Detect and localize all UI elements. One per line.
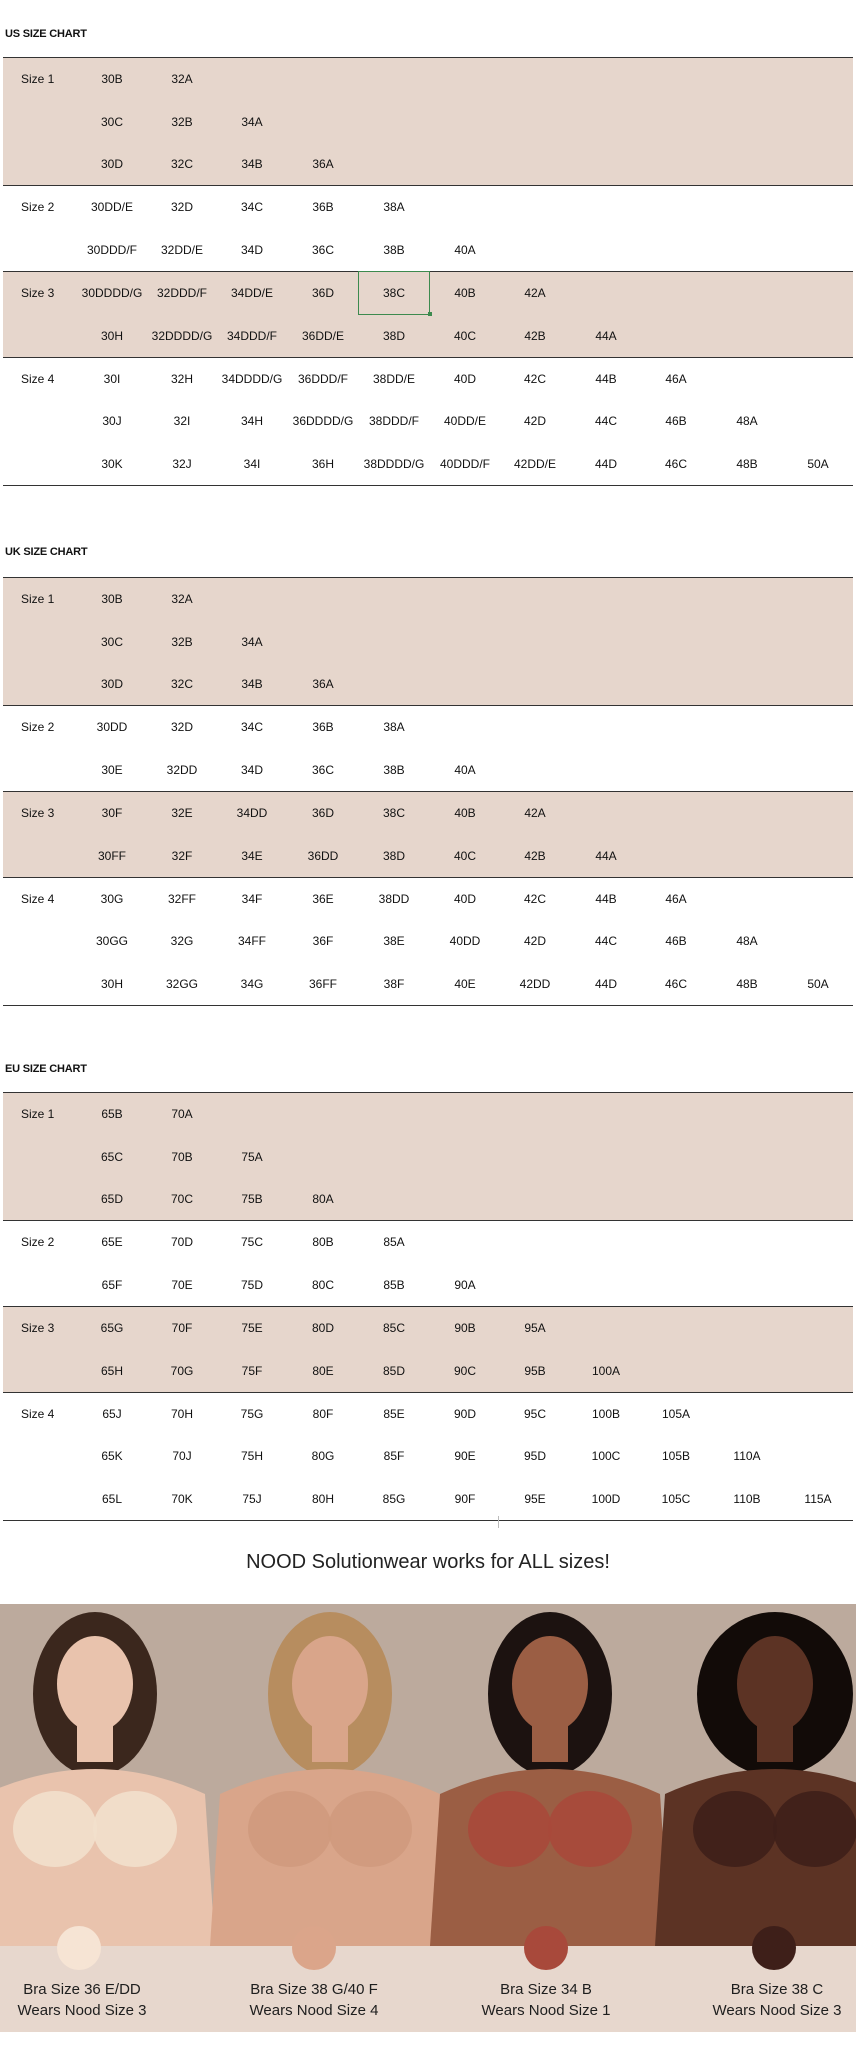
size-cell[interactable]: 70B: [171, 1149, 193, 1164]
table-row: [3, 272, 853, 314]
size-cell[interactable]: 34FF: [237, 934, 267, 949]
size-cell[interactable]: 32C: [170, 676, 194, 691]
size-cell[interactable]: 75E: [241, 1321, 263, 1336]
size-cell[interactable]: 38A: [383, 200, 405, 215]
size-cell[interactable]: 46C: [664, 976, 688, 991]
size-table: [3, 57, 853, 486]
size-cell[interactable]: 32DDDD/G: [151, 328, 213, 343]
size-cell[interactable]: 34D: [240, 242, 264, 257]
size-cell[interactable]: 34B: [241, 676, 263, 691]
bra-size: Bra Size 38 C: [730, 1981, 824, 1998]
size-cell[interactable]: 30G: [100, 891, 124, 906]
table-row: [3, 186, 853, 228]
size-cell[interactable]: 30GG: [95, 934, 129, 949]
size-cell[interactable]: 34G: [240, 976, 264, 991]
size-cell[interactable]: 70H: [170, 1406, 194, 1421]
table-row: [3, 620, 853, 662]
size-cell[interactable]: 34I: [243, 456, 261, 471]
size-cell[interactable]: 30D: [100, 156, 124, 171]
table-row: [3, 400, 853, 442]
size-cell[interactable]: 32H: [170, 371, 194, 386]
size-cell[interactable]: 65H: [100, 1363, 124, 1378]
size-cell[interactable]: 46A: [665, 891, 687, 906]
size-cell[interactable]: 38D: [382, 328, 406, 343]
size-cell[interactable]: 75C: [240, 1235, 264, 1250]
size-cell[interactable]: 32G: [170, 934, 194, 949]
size-cell[interactable]: 80E: [312, 1363, 334, 1378]
models-photo: [0, 1604, 856, 1946]
size-cell[interactable]: 32A: [171, 592, 193, 607]
table-row: [3, 1135, 853, 1177]
size-cell[interactable]: 30DD/E: [90, 200, 134, 215]
size-cell[interactable]: 32E: [171, 806, 193, 821]
size-cell[interactable]: 75A: [241, 1149, 263, 1164]
size-table: [3, 577, 853, 1006]
size-group: [3, 1393, 853, 1521]
size-cell[interactable]: 32DD/E: [160, 242, 204, 257]
size-cell[interactable]: 34A: [241, 634, 263, 649]
size-cell[interactable]: 38E: [383, 934, 405, 949]
size-cell[interactable]: 40D: [453, 891, 477, 906]
size-cell[interactable]: 38D: [382, 848, 406, 863]
nood-size: Wears Nood Size 3: [17, 2002, 147, 2019]
tagline: NOOD Solutionwear works for ALL sizes!: [246, 1551, 610, 1573]
table-row: [3, 58, 853, 100]
size-group: [3, 792, 853, 878]
chart-title: US SIZE CHART: [5, 28, 87, 40]
size-cell[interactable]: 36C: [311, 762, 335, 777]
size-cell[interactable]: 65K: [101, 1449, 123, 1464]
model-caption-1: [0, 1979, 192, 2021]
size-cell[interactable]: 40DDD/F: [439, 456, 491, 471]
size-cell[interactable]: 44C: [594, 414, 618, 429]
size-cell[interactable]: 36A: [312, 676, 334, 691]
size-cell[interactable]: 75G: [240, 1406, 264, 1421]
table-row: [3, 578, 853, 620]
table-row: [3, 229, 853, 271]
table-row: [3, 878, 853, 920]
size-group: [3, 358, 853, 486]
size-cell[interactable]: 85B: [383, 1277, 405, 1292]
size-cell[interactable]: 48B: [736, 976, 758, 991]
size-cell[interactable]: 85A: [383, 1235, 405, 1250]
size-cell[interactable]: 100C: [591, 1449, 621, 1464]
size-cell[interactable]: 30H: [100, 328, 124, 343]
size-cell[interactable]: 32A: [171, 72, 193, 87]
table-row: [3, 1435, 853, 1477]
size-group: [3, 706, 853, 792]
size-cell[interactable]: 30K: [101, 456, 123, 471]
size-cell[interactable]: 44D: [594, 976, 618, 991]
size-cell[interactable]: 44A: [595, 328, 617, 343]
size-cell[interactable]: 36DDDD/G: [292, 414, 354, 429]
size-cell[interactable]: 32DD: [166, 762, 198, 777]
size-table: [3, 1092, 853, 1521]
size-cell[interactable]: 40DD: [449, 934, 481, 949]
size-cell[interactable]: 36B: [312, 720, 334, 735]
size-cell[interactable]: 70J: [172, 1449, 192, 1464]
size-cell[interactable]: 95D: [523, 1449, 547, 1464]
size-cell[interactable]: 36A: [312, 156, 334, 171]
size-cell[interactable]: 95E: [524, 1491, 546, 1506]
size-cell[interactable]: 42D: [523, 414, 547, 429]
size-cell[interactable]: 65L: [101, 1491, 123, 1506]
size-group: [3, 58, 853, 186]
size-label: Size 4: [21, 1406, 55, 1421]
bra-size: Bra Size 36 E/DD: [23, 1981, 141, 1998]
size-cell[interactable]: 40D: [453, 371, 477, 386]
size-cell[interactable]: 32J: [172, 456, 192, 471]
chart-title: UK SIZE CHART: [5, 546, 88, 558]
size-cell[interactable]: 42B: [524, 328, 546, 343]
size-cell[interactable]: 100B: [591, 1406, 621, 1421]
size-group: [3, 186, 853, 272]
size-label: Size 1: [21, 592, 55, 607]
size-cell[interactable]: 46B: [665, 934, 687, 949]
size-cell[interactable]: 30B: [101, 72, 123, 87]
size-cell[interactable]: 36DD/E: [301, 328, 345, 343]
size-cell[interactable]: 100A: [591, 1363, 621, 1378]
size-cell[interactable]: 42D: [523, 934, 547, 949]
selected-cell-outline: [358, 271, 430, 315]
size-label: Size 1: [21, 1107, 55, 1122]
size-cell[interactable]: 46A: [665, 371, 687, 386]
size-label: Size 3: [21, 286, 55, 301]
bra-size: Bra Size 34 B: [500, 1981, 592, 1998]
model-caption-2: [204, 1979, 424, 2021]
size-cell[interactable]: 105A: [661, 1406, 691, 1421]
size-cell[interactable]: 36B: [312, 200, 334, 215]
table-row: [3, 749, 853, 791]
size-cell[interactable]: 32GG: [165, 976, 199, 991]
size-cell[interactable]: 34DDD/F: [226, 328, 278, 343]
size-cell[interactable]: 42C: [523, 891, 547, 906]
table-row: [3, 1178, 853, 1220]
model-caption-4: [667, 1979, 856, 2021]
size-cell[interactable]: 30H: [100, 976, 124, 991]
size-group: [3, 578, 853, 706]
size-cell[interactable]: 32FF: [167, 891, 197, 906]
size-cell[interactable]: 32B: [171, 114, 193, 129]
size-cell[interactable]: 40B: [454, 806, 476, 821]
size-cell[interactable]: 38DDDD/G: [363, 456, 425, 471]
size-group: [3, 1221, 853, 1307]
skin-swatch-3: [524, 1926, 568, 1970]
size-label: Size 4: [21, 891, 55, 906]
size-cell[interactable]: 40B: [454, 286, 476, 301]
size-cell[interactable]: 40DD/E: [443, 414, 487, 429]
size-label: Size 2: [21, 1235, 55, 1250]
size-cell[interactable]: 32D: [170, 720, 194, 735]
size-cell[interactable]: 44C: [594, 934, 618, 949]
size-cell[interactable]: 70E: [171, 1277, 193, 1292]
size-cell[interactable]: 70G: [170, 1363, 194, 1378]
size-cell[interactable]: 75F: [241, 1363, 263, 1378]
size-cell[interactable]: 65G: [100, 1321, 124, 1336]
skin-swatch-4: [752, 1926, 796, 1970]
size-cell[interactable]: 32C: [170, 156, 194, 171]
size-label: Size 1: [21, 72, 55, 87]
size-cell[interactable]: 95B: [524, 1363, 546, 1378]
size-label: Size 2: [21, 200, 55, 215]
size-cell[interactable]: 34C: [240, 720, 264, 735]
size-cell[interactable]: 80A: [312, 1191, 334, 1206]
size-cell[interactable]: 38DD/E: [372, 371, 416, 386]
size-cell[interactable]: 30F: [101, 806, 123, 821]
size-cell[interactable]: 40A: [454, 242, 476, 257]
size-cell[interactable]: 65F: [101, 1277, 123, 1292]
size-cell[interactable]: 30DDDD/G: [81, 286, 143, 301]
size-cell[interactable]: 44D: [594, 456, 618, 471]
size-cell[interactable]: 80C: [311, 1277, 335, 1292]
size-cell[interactable]: 80H: [311, 1491, 335, 1506]
table-row: [3, 143, 853, 185]
table-row: [3, 1393, 853, 1435]
size-cell[interactable]: 80B: [312, 1235, 334, 1250]
size-cell[interactable]: 115A: [804, 1491, 832, 1506]
size-cell[interactable]: 40C: [453, 328, 477, 343]
skin-swatch-1: [57, 1926, 101, 1970]
size-cell[interactable]: 36DDD/F: [297, 371, 349, 386]
size-cell[interactable]: 40E: [454, 976, 476, 991]
size-label: Size 4: [21, 371, 55, 386]
table-row: [3, 1221, 853, 1263]
size-cell[interactable]: 65C: [100, 1149, 124, 1164]
size-cell[interactable]: 42A: [524, 806, 546, 821]
size-label: Size 3: [21, 1321, 55, 1336]
size-cell[interactable]: 30C: [100, 114, 124, 129]
table-row: [3, 920, 853, 962]
size-cell[interactable]: 30B: [101, 592, 123, 607]
size-cell[interactable]: 30I: [103, 371, 121, 386]
size-cell[interactable]: 100D: [591, 1491, 621, 1506]
size-cell[interactable]: 90B: [454, 1321, 476, 1336]
table-row: [3, 792, 853, 834]
size-cell[interactable]: 36FF: [308, 976, 338, 991]
size-cell[interactable]: 38C: [382, 286, 406, 301]
size-cell[interactable]: 36E: [312, 891, 334, 906]
table-row: [3, 1478, 853, 1520]
size-cell[interactable]: 36DD: [307, 848, 339, 863]
size-cell[interactable]: 85F: [383, 1449, 405, 1464]
size-cell[interactable]: 105B: [661, 1449, 691, 1464]
size-cell[interactable]: 95C: [523, 1406, 547, 1421]
table-row: [3, 1307, 853, 1349]
size-cell[interactable]: 90F: [454, 1491, 476, 1506]
size-cell[interactable]: 36H: [311, 456, 335, 471]
skin-swatch-2: [292, 1926, 336, 1970]
size-cell[interactable]: 105C: [661, 1491, 691, 1506]
size-group: [3, 272, 853, 358]
table-row: [3, 706, 853, 748]
nood-size: Wears Nood Size 1: [481, 2002, 611, 2019]
size-cell[interactable]: 80F: [312, 1406, 334, 1421]
size-cell[interactable]: 50A: [807, 456, 829, 471]
size-cell[interactable]: 65D: [100, 1191, 124, 1206]
table-row: [3, 1264, 853, 1306]
size-cell[interactable]: 36D: [311, 286, 335, 301]
size-cell[interactable]: 48A: [736, 414, 758, 429]
size-cell[interactable]: 90E: [454, 1449, 476, 1464]
chart-title: EU SIZE CHART: [5, 1063, 87, 1075]
size-cell[interactable]: 30DDD/F: [86, 242, 138, 257]
size-cell[interactable]: 30E: [101, 762, 123, 777]
table-row: [3, 1093, 853, 1135]
size-cell[interactable]: 36F: [312, 934, 334, 949]
size-cell[interactable]: 34A: [241, 114, 263, 129]
size-cell[interactable]: 34D: [240, 762, 264, 777]
size-cell[interactable]: 95A: [524, 1321, 546, 1336]
table-row: [3, 1349, 853, 1391]
size-cell[interactable]: 30D: [100, 676, 124, 691]
size-cell[interactable]: 90D: [453, 1406, 477, 1421]
size-group: [3, 878, 853, 1006]
table-row: [3, 443, 853, 485]
size-label: Size 2: [21, 720, 55, 735]
table-row: [3, 963, 853, 1005]
size-cell[interactable]: 42C: [523, 371, 547, 386]
size-label: Size 3: [21, 806, 55, 821]
size-cell[interactable]: 110B: [733, 1491, 761, 1506]
size-cell[interactable]: 46B: [665, 414, 687, 429]
size-cell[interactable]: 65E: [101, 1235, 123, 1250]
size-cell[interactable]: 42B: [524, 848, 546, 863]
size-cell[interactable]: 34B: [241, 156, 263, 171]
model-caption-3: [436, 1979, 656, 2021]
size-cell[interactable]: 32F: [171, 848, 193, 863]
bra-size: Bra Size 38 G/40 F: [250, 1981, 378, 1998]
nood-size: Wears Nood Size 4: [249, 2002, 379, 2019]
size-cell[interactable]: 30J: [102, 414, 122, 429]
size-cell[interactable]: 42DD: [519, 976, 551, 991]
table-row: [3, 663, 853, 705]
size-cell[interactable]: 40A: [454, 762, 476, 777]
size-cell[interactable]: 34H: [240, 414, 264, 429]
size-cell[interactable]: 34DDDD/G: [221, 371, 283, 386]
size-cell[interactable]: 38B: [383, 762, 405, 777]
size-cell[interactable]: 44A: [595, 848, 617, 863]
size-cell[interactable]: 32DDD/F: [156, 286, 208, 301]
size-cell[interactable]: 32I: [173, 414, 191, 429]
size-cell[interactable]: 80D: [311, 1321, 335, 1336]
size-cell[interactable]: 38C: [382, 806, 406, 821]
size-cell[interactable]: 70D: [170, 1235, 194, 1250]
size-cell[interactable]: 44B: [595, 891, 617, 906]
size-cell[interactable]: 85E: [383, 1406, 405, 1421]
size-cell[interactable]: 85C: [382, 1321, 406, 1336]
size-cell[interactable]: 36D: [311, 806, 335, 821]
size-cell[interactable]: 75B: [241, 1191, 263, 1206]
size-cell[interactable]: 70C: [170, 1191, 194, 1206]
size-cell[interactable]: 38F: [383, 976, 405, 991]
size-cell[interactable]: 75J: [242, 1491, 262, 1506]
size-cell[interactable]: 50A: [807, 976, 829, 991]
size-cell[interactable]: 65J: [102, 1406, 122, 1421]
table-row: [3, 314, 853, 356]
size-cell[interactable]: 80G: [311, 1449, 335, 1464]
nood-size: Wears Nood Size 3: [712, 2002, 842, 2019]
size-cell[interactable]: 48A: [736, 934, 758, 949]
divider-tick: [498, 1516, 499, 1528]
size-cell[interactable]: 30C: [100, 634, 124, 649]
size-cell[interactable]: 34DD/E: [230, 286, 274, 301]
size-cell[interactable]: 34C: [240, 200, 264, 215]
table-row: [3, 834, 853, 876]
size-cell[interactable]: 85G: [382, 1491, 406, 1506]
size-cell[interactable]: 70F: [171, 1321, 193, 1336]
size-cell[interactable]: 65B: [101, 1107, 123, 1122]
size-cell[interactable]: 40C: [453, 848, 477, 863]
size-cell[interactable]: 70K: [171, 1491, 193, 1506]
size-cell[interactable]: 70A: [171, 1107, 193, 1122]
table-row: [3, 358, 853, 400]
size-cell[interactable]: 110A: [733, 1449, 761, 1464]
size-cell[interactable]: 30DD: [96, 720, 128, 735]
size-cell[interactable]: 46C: [664, 456, 688, 471]
size-cell[interactable]: 90C: [453, 1363, 477, 1378]
size-cell[interactable]: 85D: [382, 1363, 406, 1378]
size-cell[interactable]: 75H: [240, 1449, 264, 1464]
size-cell[interactable]: 75D: [240, 1277, 264, 1292]
size-cell[interactable]: 34DD: [236, 806, 268, 821]
size-cell[interactable]: 36C: [311, 242, 335, 257]
size-cell[interactable]: 44B: [595, 371, 617, 386]
size-cell[interactable]: 90A: [454, 1277, 476, 1292]
size-group: [3, 1093, 853, 1221]
size-cell[interactable]: 32D: [170, 200, 194, 215]
size-cell[interactable]: 38B: [383, 242, 405, 257]
size-cell[interactable]: 42DD/E: [513, 456, 557, 471]
size-cell[interactable]: 32B: [171, 634, 193, 649]
size-cell[interactable]: 48B: [736, 456, 758, 471]
size-cell[interactable]: 38DD: [378, 891, 410, 906]
table-row: [3, 100, 853, 142]
size-group: [3, 1307, 853, 1393]
size-cell[interactable]: 30FF: [97, 848, 127, 863]
size-cell[interactable]: 38DDD/F: [368, 414, 420, 429]
size-cell[interactable]: 42A: [524, 286, 546, 301]
size-cell[interactable]: 34F: [241, 891, 263, 906]
size-cell[interactable]: 38A: [383, 720, 405, 735]
size-cell[interactable]: 34E: [241, 848, 263, 863]
